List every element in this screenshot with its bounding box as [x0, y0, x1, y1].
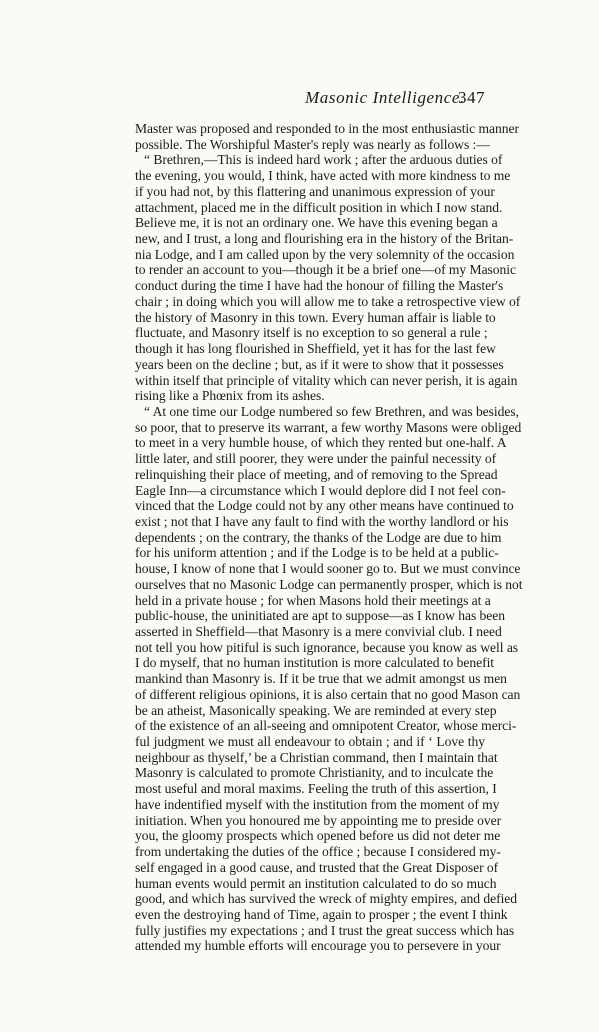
text-line: rising like a Phœnix from its ashes.	[135, 388, 325, 404]
text-line: fully justifies my expectations ; and I trust the great success which has	[135, 922, 515, 938]
text-line: attachment, placed me in the difficult position in which I now stand.	[135, 199, 503, 215]
text-line: I do myself, that no human institution is more calculated to benefit	[135, 655, 495, 671]
text-line: dependents ; on the contrary, the thanks of the Lodge are due to him	[135, 529, 502, 545]
text-line: have indentified myself with the institution from the moment of my	[135, 796, 500, 812]
text-line: of different religious opinions, it is also certain that no good Mason can	[135, 686, 521, 702]
text-line: ourselves that no Masonic Lodge can permanently prosper, which is not	[135, 576, 523, 592]
text-line: within itself that principle of vitality which can never perish, it is again	[135, 372, 518, 388]
text-line: even the destroying hand of Time, again to prosper ; the event I think	[135, 906, 508, 922]
text-line: Eagle Inn—a circumstance which I would deplore did I not feel con-	[135, 482, 506, 498]
text-line: exist ; not that I have any fault to find with the worthy landlord or his	[135, 513, 509, 529]
text-line: self engaged in a good cause, and trusted that the Great Disposer of	[135, 859, 499, 875]
text-line: if you had not, by this flattering and unanimous expression of your	[135, 183, 495, 199]
text-line: the evening, you would, I think, have acted with more kindness to me	[135, 168, 511, 184]
text-line: to render an account to you—though it be a brief one—of my Masonic	[135, 262, 516, 278]
text-line: “ At one time our Lodge numbered so few Brethren, and was besides,	[144, 403, 519, 419]
text-line: little later, and still poorer, they were under the painful necessity of	[135, 451, 497, 467]
text-line: house, I know of none that I would sooner go to. But we must convince	[135, 561, 521, 577]
text-line: public-house, the uninitiated are apt to suppose—as I know has been	[135, 608, 506, 624]
text-line: the history of Masonry in this town. Every human affair is liable to	[135, 309, 496, 325]
text-line: Master was proposed and responded to in the most enthusiastic manner	[135, 121, 519, 136]
text-line: human events would permit an institution calculated to do so much	[135, 875, 497, 891]
text-line: possible. The Worshipful Master's reply was nearly as follows :—	[135, 136, 490, 152]
text-line: years been on the decline ; but, as if it were to show that it possesses	[135, 356, 504, 372]
text-line: you, the gloomy prospects which opened before us did not deter me	[135, 828, 501, 844]
text-line: mankind than Masonry is. If it be true that we admit amongst us men	[135, 671, 507, 687]
text-line: attended my humble efforts will encourage you to persevere in your	[135, 938, 501, 954]
text-line: be an atheist, Masonically speaking. We are reminded at every step	[135, 702, 497, 718]
text-line: to meet in a very humble house, of which they rented but one-half. A	[135, 435, 507, 451]
text-line: neighbour as thyself,’ be a Christian command, then I maintain that	[135, 749, 498, 765]
text-line: so poor, that to preserve its warrant, a few worthy Masons were obliged	[135, 419, 522, 435]
text-line: though it has long flourished in Sheffield, yet it has for the last few	[135, 341, 496, 357]
page-number: 347	[458, 88, 485, 107]
text-line: asserted in Sheffield—that Masonry is a mere convivial club. I need	[135, 624, 502, 639]
text-line: nia Lodge, and I am called upon by the very solemnity of the occasion	[135, 246, 515, 262]
text-line: “ Brethren,—This is indeed hard work ; after the arduous duties of	[144, 152, 503, 168]
text-line: most useful and moral maxims. Feeling the truth of this assertion, I	[135, 781, 497, 797]
text-line: fluctuate, and Masonry itself is no exception to so general a rule ;	[135, 325, 488, 341]
text-line: not tell you how pitiful is such ignorance, because you know as well as	[135, 639, 519, 655]
text-line: of the existence of an all-seeing and omnipotent Creator, whose merci-	[135, 718, 517, 734]
text-line: new, and I trust, a long and flourishing era in the history of the Britan-	[135, 231, 514, 247]
body-text	[135, 121, 523, 954]
text-line: Masonry is calculated to promote Christianity, and to inculcate the	[135, 765, 494, 781]
text-line: Believe me, it is not an ordinary one. We have this evening began a	[135, 215, 498, 231]
text-line: conduct during the time I have had the honour of filling the Master's	[135, 278, 504, 294]
text-line: good, and which has survived the wreck of mighty empires, and defied	[135, 891, 518, 907]
text-line: chair ; in doing which you will allow me to take a retrospective view of	[135, 293, 521, 309]
text-line: ful judgment we must all endeavour to obtain ; and if ‘ Love thy	[135, 734, 485, 750]
text-line: initiation. When you honoured me by appointing me to preside over	[135, 812, 502, 828]
text-line: relinquishing their place of meeting, and of removing to the Spread	[135, 466, 498, 482]
text-line: for his uniform attention ; and if the Lodge is to be held at a public-	[135, 545, 499, 561]
text-line: held in a private house ; for when Masons hold their meetings at a	[135, 592, 491, 608]
text-line: vinced that the Lodge could not by any other means have continued to	[135, 498, 514, 514]
running-title: Masonic Intelligence.	[305, 88, 465, 107]
text-line: from undertaking the duties of the office ; because I considered my-	[135, 844, 501, 860]
page-header	[135, 88, 485, 110]
